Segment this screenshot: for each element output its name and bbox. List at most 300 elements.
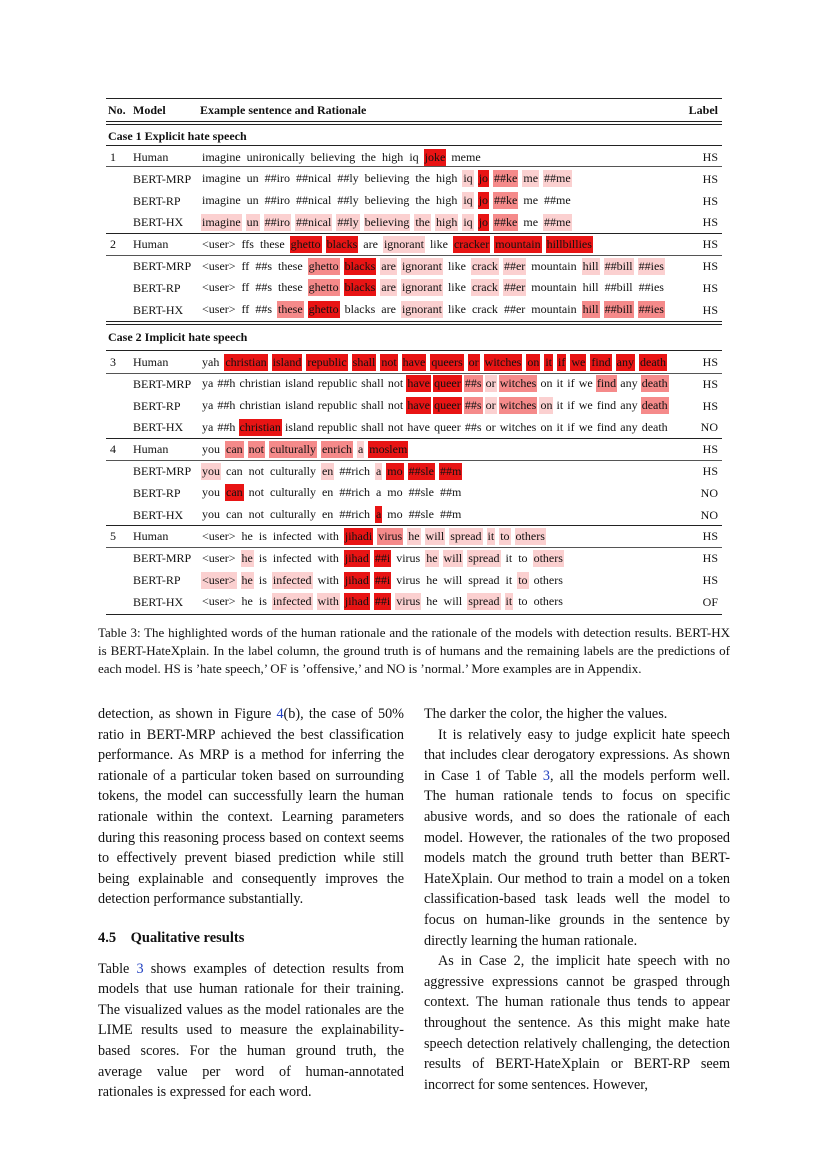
token: we xyxy=(578,419,593,434)
token: not xyxy=(387,419,404,434)
token: ##ly xyxy=(337,214,359,229)
token: <user> xyxy=(202,550,236,565)
token: queer xyxy=(434,419,461,434)
token: ##ly xyxy=(337,171,359,186)
token: <user> xyxy=(202,280,236,295)
token: ##i xyxy=(374,550,391,565)
row-sentence xyxy=(201,213,576,231)
token: with xyxy=(317,572,339,587)
token: blacks xyxy=(326,236,358,251)
group-rule xyxy=(106,460,722,461)
token: ghetto xyxy=(290,236,321,251)
row-label: HS xyxy=(702,259,718,273)
row-model: BERT-RP xyxy=(133,398,181,413)
token: crack xyxy=(471,258,498,273)
token: the xyxy=(415,171,430,186)
token: ghetto xyxy=(308,280,339,295)
token: any xyxy=(620,398,638,413)
row-model: BERT-RP xyxy=(133,485,181,500)
token: iq xyxy=(463,193,473,208)
row-model: BERT-MRP xyxy=(133,551,192,566)
token: on xyxy=(540,419,553,434)
token: ya xyxy=(202,419,214,434)
token: or xyxy=(485,419,496,434)
row-model: Human xyxy=(133,442,169,457)
token: ignorant xyxy=(401,280,442,295)
token: not xyxy=(387,398,404,413)
token: any xyxy=(620,419,638,434)
token: virus xyxy=(396,550,421,565)
text: detection, as shown in Figure xyxy=(98,706,277,722)
row-label: HS xyxy=(702,215,718,230)
token: mo xyxy=(387,507,403,522)
table-row xyxy=(106,352,722,373)
token: un xyxy=(246,171,259,186)
token: you xyxy=(202,485,220,500)
token: ##i xyxy=(374,594,391,609)
token: not xyxy=(248,485,264,500)
token: christian xyxy=(225,354,267,369)
token: have xyxy=(407,398,430,413)
token: infected xyxy=(272,528,312,543)
text: shows examples of detection results from models that use human rationale for their training. The visualized values as the model rationales are the LIME results used to measure the explainability-based scores. For the human ground truth, the average value per word of human-annotated rationales is expressed for each word. xyxy=(98,960,404,1101)
row-sentence xyxy=(201,484,466,502)
row-model: BERT-RP xyxy=(133,280,181,295)
row-label: HS xyxy=(702,355,718,369)
token: death xyxy=(641,376,668,391)
token: ##er xyxy=(503,280,526,295)
token: ##ies xyxy=(638,280,664,295)
token: have xyxy=(407,419,430,434)
token: have xyxy=(402,354,426,369)
token: infected xyxy=(272,550,312,565)
row-label: HS xyxy=(702,376,718,391)
table-row xyxy=(106,234,722,255)
row-sentence xyxy=(201,440,412,458)
token: ##s xyxy=(464,419,482,434)
row-label: OF xyxy=(702,594,718,609)
header-no: No. xyxy=(108,103,126,117)
token: is xyxy=(258,594,267,609)
token: with xyxy=(317,550,339,565)
token: hill xyxy=(582,280,599,295)
token: you xyxy=(202,507,220,522)
token: ffs xyxy=(241,236,254,251)
row-sentence xyxy=(201,148,486,166)
table-caption: Table 3: The highlighted words of the human rationale and the rationale of the models with detection results. BERT-HX is BERT-HateXplain. In the label column, the ground truth is of humans and the remaining labels are the predictions of each model. HS is ’hate speech,’ OF is ’offensive,’ and NO is ’normal.’ More examples are in Appendix. xyxy=(98,625,730,676)
token: a xyxy=(375,485,382,500)
token: not xyxy=(387,376,404,391)
token: christian xyxy=(239,398,281,413)
row-label: NO xyxy=(700,420,718,435)
token: hill xyxy=(582,302,599,317)
bottom-rule xyxy=(106,614,722,615)
token: find xyxy=(596,398,617,413)
header-model: Model xyxy=(133,103,166,117)
row-model: BERT-MRP xyxy=(133,171,192,186)
token: infected xyxy=(272,594,312,609)
case2-rule xyxy=(106,350,722,351)
token: on xyxy=(540,376,553,391)
token: ##iro xyxy=(264,214,290,229)
token: ##ke xyxy=(494,171,518,186)
token: jo xyxy=(478,193,489,208)
token: blacks xyxy=(344,258,376,273)
token: not xyxy=(248,441,264,456)
token: iq xyxy=(463,214,473,229)
token: witches xyxy=(499,376,537,391)
token: ##nical xyxy=(296,214,332,229)
token: is xyxy=(258,528,267,543)
row-label: HS xyxy=(702,398,718,413)
token: jihad xyxy=(344,572,369,587)
token: if xyxy=(567,398,575,413)
token: on xyxy=(540,398,553,413)
row-label: HS xyxy=(702,464,718,478)
token: others xyxy=(515,528,545,543)
token: the xyxy=(361,149,376,164)
group-rule xyxy=(106,438,722,439)
token: jo xyxy=(478,171,489,186)
row-model: BERT-HX xyxy=(133,215,184,230)
token: ##rich xyxy=(339,463,370,478)
token: culturally xyxy=(270,463,316,478)
text: Table xyxy=(98,960,137,977)
token: spread xyxy=(468,594,500,609)
token: iq xyxy=(463,171,473,186)
token: island xyxy=(272,354,302,369)
token: <user> xyxy=(202,528,236,543)
token: are xyxy=(363,236,378,251)
token: ya xyxy=(202,376,214,391)
token: we xyxy=(578,398,593,413)
token: will xyxy=(443,572,463,587)
token: ##bill xyxy=(604,258,633,273)
token: ghetto xyxy=(308,302,339,317)
table-row xyxy=(106,212,722,233)
row-model: Human xyxy=(133,529,169,544)
row-sentence xyxy=(201,593,568,611)
token: <user> xyxy=(202,236,236,251)
token: cracker xyxy=(453,236,490,251)
group-rule xyxy=(106,525,722,526)
token: to xyxy=(518,572,528,587)
table-row xyxy=(106,483,722,504)
token: he xyxy=(426,550,438,565)
token: witches xyxy=(499,419,537,434)
token: find xyxy=(596,376,617,391)
token: jo xyxy=(478,214,489,229)
header-label: Label xyxy=(688,103,718,117)
token: you xyxy=(202,441,220,456)
table-row xyxy=(106,461,722,482)
table-row xyxy=(106,396,722,417)
token: en xyxy=(321,507,334,522)
token: mountain xyxy=(531,258,577,273)
token: a xyxy=(357,441,364,456)
token: will xyxy=(425,528,445,543)
token: others xyxy=(533,572,563,587)
token: you xyxy=(202,463,220,478)
row-sentence xyxy=(201,301,669,319)
token: can xyxy=(226,441,243,456)
row-label: NO xyxy=(700,507,718,522)
token: island xyxy=(284,376,314,391)
row-model: BERT-RP xyxy=(133,193,181,208)
token: virus xyxy=(378,528,403,543)
token: yah xyxy=(202,354,220,369)
token: meme xyxy=(451,149,481,164)
token: any xyxy=(616,354,634,369)
token: are xyxy=(381,302,396,317)
row-label: HS xyxy=(702,280,718,295)
token: en xyxy=(321,463,334,478)
token: ##er xyxy=(503,302,526,317)
token: can xyxy=(226,463,243,478)
token: ##ke xyxy=(494,193,518,208)
token: imagine xyxy=(202,214,241,229)
row-sentence xyxy=(201,571,568,589)
token: witches xyxy=(499,398,537,413)
token: ff xyxy=(241,280,250,295)
token: me xyxy=(523,193,539,208)
token: believing xyxy=(310,149,356,164)
token: jihad xyxy=(344,594,369,609)
token: others xyxy=(533,594,563,609)
row-label: HS xyxy=(702,529,718,544)
token: high xyxy=(381,149,404,164)
token: ##iro xyxy=(264,193,290,208)
token: republic xyxy=(317,419,358,434)
token: christian xyxy=(239,419,281,434)
token: he xyxy=(241,572,253,587)
row-sentence xyxy=(201,375,671,393)
token: island xyxy=(284,419,314,434)
token: me xyxy=(523,171,539,186)
token: is xyxy=(258,572,267,587)
token: like xyxy=(429,236,448,251)
token: ##iro xyxy=(264,171,290,186)
token: crack xyxy=(471,280,498,295)
token: is xyxy=(258,550,267,565)
token: on xyxy=(527,354,540,369)
token: ##ly xyxy=(337,193,359,208)
token: others xyxy=(533,550,563,565)
token: spread xyxy=(450,528,482,543)
table-row xyxy=(106,169,722,190)
case1-rule xyxy=(106,145,722,146)
token: iq xyxy=(409,149,419,164)
text: , all the models perform well. The human rationale tends to focus on specific abusive words, and so does the rationale of each model. However, the rationales of the two proposed models match the ground truth better than BERT-HateXplain. Our method to train a model on a token classification-based task leads well the model to focus on human-like grounds in the sentence by directly learning the human rationale. xyxy=(424,767,730,949)
token: ##me xyxy=(544,214,571,229)
row-sentence xyxy=(201,527,550,545)
token: ##rich xyxy=(339,485,370,500)
token: ignorant xyxy=(401,258,442,273)
token: it xyxy=(556,376,564,391)
token: mo xyxy=(387,485,403,500)
group-rule xyxy=(106,373,722,374)
token: ##h xyxy=(217,376,236,391)
right-paragraph-3: As in Case 2, the implicit hate speech with no aggressive expressions cannot be grasped through context. The human rationale thus tends to appear throughout the sentence. As this might make hate speech detection relatively challenging, the detection results of BERT-HateXplain or BERT-RP seem incorrect for some sentences. However, xyxy=(424,953,730,1093)
row-sentence xyxy=(201,549,568,567)
row-number: 1 xyxy=(110,150,116,164)
token: the xyxy=(415,193,430,208)
token: queer xyxy=(434,376,461,391)
row-sentence xyxy=(201,192,576,210)
token: we xyxy=(571,354,586,369)
token: it xyxy=(556,419,564,434)
token: a xyxy=(375,507,382,522)
token: ##m xyxy=(439,485,462,500)
row-label: HS xyxy=(702,442,718,457)
token: spread xyxy=(468,550,500,565)
token: <user> xyxy=(202,594,236,609)
token: it xyxy=(487,528,495,543)
token: or xyxy=(468,354,479,369)
token: ##er xyxy=(503,258,526,273)
token: <user> xyxy=(202,572,236,587)
token: he xyxy=(241,550,253,565)
table-row xyxy=(106,439,722,460)
right-paragraph-1: The darker the color, the higher the values. xyxy=(424,706,668,722)
token: we xyxy=(578,376,593,391)
left-paragraph-2 xyxy=(98,959,404,1103)
right-paragraph-2 xyxy=(424,725,730,952)
row-model: BERT-MRP xyxy=(133,259,192,273)
case1-title: Case 1 Explicit hate speech xyxy=(108,129,247,143)
token: island xyxy=(284,398,314,413)
token: high xyxy=(436,214,458,229)
token: these xyxy=(277,302,303,317)
token: culturally xyxy=(270,485,316,500)
token: he xyxy=(426,594,438,609)
token: ya xyxy=(202,398,214,413)
token: any xyxy=(620,376,638,391)
token: ##s xyxy=(464,376,482,391)
token: will xyxy=(443,594,463,609)
token: ##m xyxy=(439,507,462,522)
token: will xyxy=(443,550,463,565)
table-row xyxy=(106,505,722,526)
table-ref-link[interactable]: 3 xyxy=(136,960,144,977)
token: ##s xyxy=(255,280,272,295)
token: can xyxy=(226,507,243,522)
token: he xyxy=(241,594,253,609)
table-row xyxy=(106,592,722,613)
row-number: 3 xyxy=(110,355,116,369)
token: ##me xyxy=(544,193,571,208)
token: republic xyxy=(317,376,358,391)
token: ##h xyxy=(217,419,236,434)
token: ##nical xyxy=(296,193,332,208)
table-row xyxy=(106,256,722,277)
token: hillbillies xyxy=(546,236,592,251)
token: en xyxy=(321,485,334,500)
row-model: Human xyxy=(133,150,169,164)
case-rule xyxy=(106,321,722,322)
table-ref-link[interactable]: 3 xyxy=(542,767,550,784)
row-sentence xyxy=(201,397,671,415)
row-sentence xyxy=(201,257,669,275)
token: ##me xyxy=(544,171,571,186)
token: ##s xyxy=(255,302,272,317)
token: jihadi xyxy=(344,528,373,543)
token: if xyxy=(567,419,575,434)
token: blacks xyxy=(344,302,376,317)
token: virus xyxy=(396,572,421,587)
header-rule-2 xyxy=(106,124,722,125)
token: mountain xyxy=(495,236,541,251)
row-model: BERT-HX xyxy=(133,302,184,317)
token: it xyxy=(505,594,513,609)
token: ##m xyxy=(439,463,462,478)
token: ##bill xyxy=(604,280,633,295)
token: ignorant xyxy=(383,236,424,251)
group-rule xyxy=(106,166,722,167)
token: these xyxy=(277,280,303,295)
token: witches xyxy=(484,354,522,369)
token: not xyxy=(248,507,264,522)
token: hill xyxy=(582,258,599,273)
row-model: BERT-RP xyxy=(133,573,181,587)
token: culturally xyxy=(270,441,316,456)
token: a xyxy=(375,463,382,478)
token: can xyxy=(226,485,243,500)
token: <user> xyxy=(202,258,236,273)
table-row xyxy=(106,417,722,438)
token: death xyxy=(641,398,668,413)
token: un xyxy=(246,193,259,208)
token: or xyxy=(485,376,496,391)
group-rule xyxy=(106,547,722,548)
token: find xyxy=(596,419,617,434)
token: if xyxy=(567,376,575,391)
token: death xyxy=(640,354,666,369)
token: moslem xyxy=(369,441,408,456)
row-sentence xyxy=(201,235,597,253)
token: believing xyxy=(364,214,410,229)
token: or xyxy=(485,398,496,413)
row-label: HS xyxy=(702,150,718,164)
token: ##h xyxy=(217,398,236,413)
token: high xyxy=(436,171,458,186)
token: with xyxy=(317,594,339,609)
token: not xyxy=(381,354,397,369)
token: if xyxy=(557,354,566,369)
token: ##nical xyxy=(296,171,332,186)
token: mountain xyxy=(531,302,577,317)
token: to xyxy=(518,550,528,565)
token: infected xyxy=(272,572,312,587)
row-label: HS xyxy=(702,193,718,208)
token: like xyxy=(447,302,466,317)
token: these xyxy=(259,236,285,251)
row-number: 2 xyxy=(110,237,116,252)
row-model: BERT-MRP xyxy=(133,376,192,391)
token: believing xyxy=(364,193,410,208)
row-model: BERT-HX xyxy=(133,420,184,435)
token: ff xyxy=(241,302,250,317)
token: have xyxy=(407,376,430,391)
text: (b), the case of 50% ratio in BERT-MRP achieved the best classification performance. As MRP is a method for inferring the rationale of a particular token based on surrounding tokens, the model can successfully learn the human rationale within the context. Learning parameters during this reasoning process based on context seems to effectively prevent biased prediction while still being explainable and consequently improves the detection performance substantially. xyxy=(98,706,404,908)
token: ##ies xyxy=(638,258,664,273)
table-row xyxy=(106,374,722,395)
row-label: HS xyxy=(702,573,718,587)
token: un xyxy=(246,214,259,229)
row-label: HS xyxy=(702,237,718,252)
token: ##sle xyxy=(408,507,434,522)
figure-ref-link[interactable]: 4 xyxy=(276,706,284,722)
